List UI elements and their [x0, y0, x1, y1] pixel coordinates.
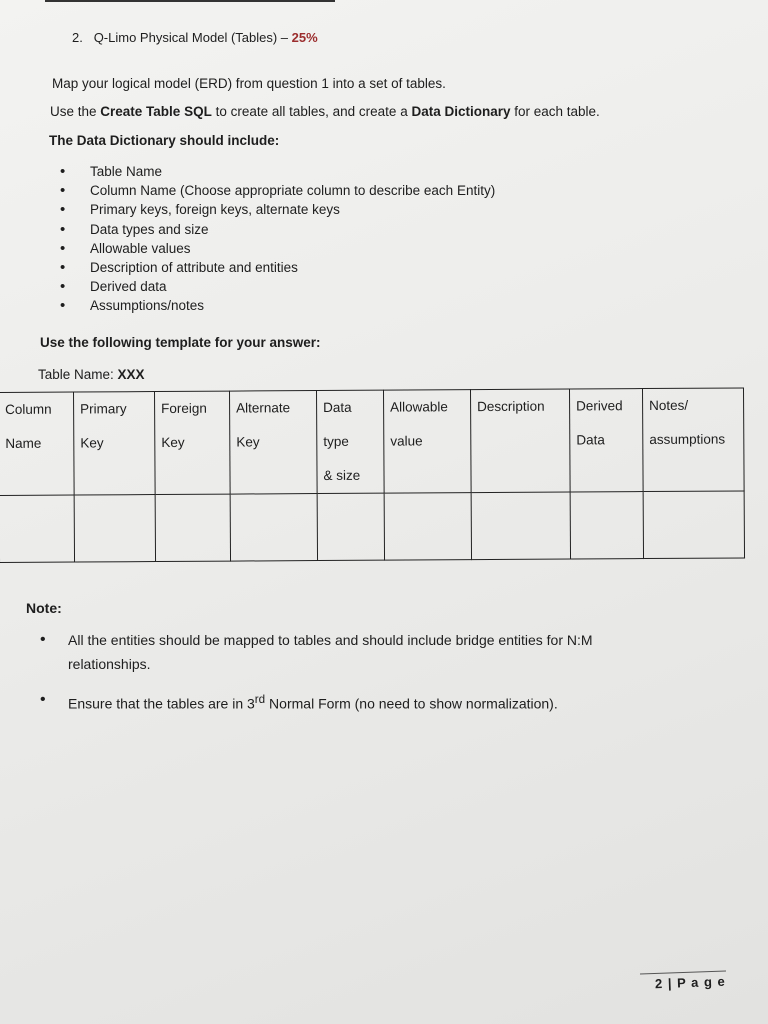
header-cell-allowable-value: Allowable value: [383, 390, 471, 494]
list-item: • All the entities should be mapped to tables and should include bridge entities for N:M relationships.: [40, 628, 660, 676]
table-row: [0, 491, 745, 563]
list-item: • Description of attribute and entities: [60, 258, 495, 277]
instruction-text: to create all tables, and create a: [211, 104, 412, 119]
list-item: • Table Name: [60, 162, 495, 181]
list-item: • Data types and size: [60, 220, 495, 239]
table-cell: [230, 494, 317, 562]
template-heading: Use the following template for your answer:: [40, 335, 321, 350]
table-cell: [643, 491, 744, 559]
header-cell-notes: Notes/ assumptions: [642, 388, 744, 492]
instruction-line-1: Map your logical model (ERD) from question 1 into a set of tables.: [52, 76, 446, 91]
page-number: 2 | P a g e: [654, 973, 727, 992]
data-dictionary-list: [60, 162, 495, 316]
table-cell: [155, 494, 230, 561]
template-table: [0, 387, 745, 563]
table-cell: [570, 492, 643, 559]
instruction-line-2: [50, 104, 600, 119]
list-item: • Column Name (Choose appropriate column to describe each Entity): [60, 181, 495, 200]
table-header-row: [0, 388, 744, 496]
table-name-line: [38, 367, 145, 382]
list-item: • Primary keys, foreign keys, alternate keys: [60, 200, 495, 219]
question-percent: 25%: [291, 30, 318, 45]
question-title: [72, 30, 318, 45]
table-cell: [471, 492, 570, 560]
table-cell: [317, 493, 384, 560]
table-name-label: Table Name:: [38, 367, 118, 382]
table-cell: [384, 493, 471, 561]
header-cell-derived-data: Derived Data: [569, 389, 643, 492]
header-cell-data-type: Data type & size: [316, 390, 384, 493]
data-dictionary-heading: The Data Dictionary should include:: [49, 133, 280, 148]
list-item: • Ensure that the tables are in 3rd Normal Form (no need to show normalization).: [40, 688, 660, 716]
table-cell: [74, 495, 155, 562]
header-cell-foreign-key: Foreign Key: [155, 391, 231, 494]
instruction-text: Use the: [50, 104, 101, 119]
list-item: • Allowable values: [60, 239, 495, 258]
instruction-text: for each table.: [510, 104, 600, 119]
top-rule: [45, 0, 335, 2]
note-heading: Note:: [26, 600, 62, 616]
note-list: [40, 628, 660, 716]
question-number: 2.: [72, 30, 83, 45]
question-title-text: Q-Limo Physical Model (Tables) –: [93, 30, 292, 45]
data-dictionary-emphasis: Data Dictionary: [411, 104, 511, 119]
create-table-sql-emphasis: Create Table SQL: [100, 104, 212, 119]
header-cell-description: Description: [470, 389, 570, 493]
list-item: • Assumptions/notes: [60, 296, 495, 315]
list-item: • Derived data: [60, 277, 495, 296]
header-cell-alternate-key: Alternate Key: [229, 391, 317, 495]
header-cell-primary-key: Primary Key: [74, 392, 156, 495]
table-name-value: XXX: [117, 367, 145, 382]
header-cell-column-name: Column Name: [0, 392, 74, 495]
table-cell: [0, 495, 75, 562]
